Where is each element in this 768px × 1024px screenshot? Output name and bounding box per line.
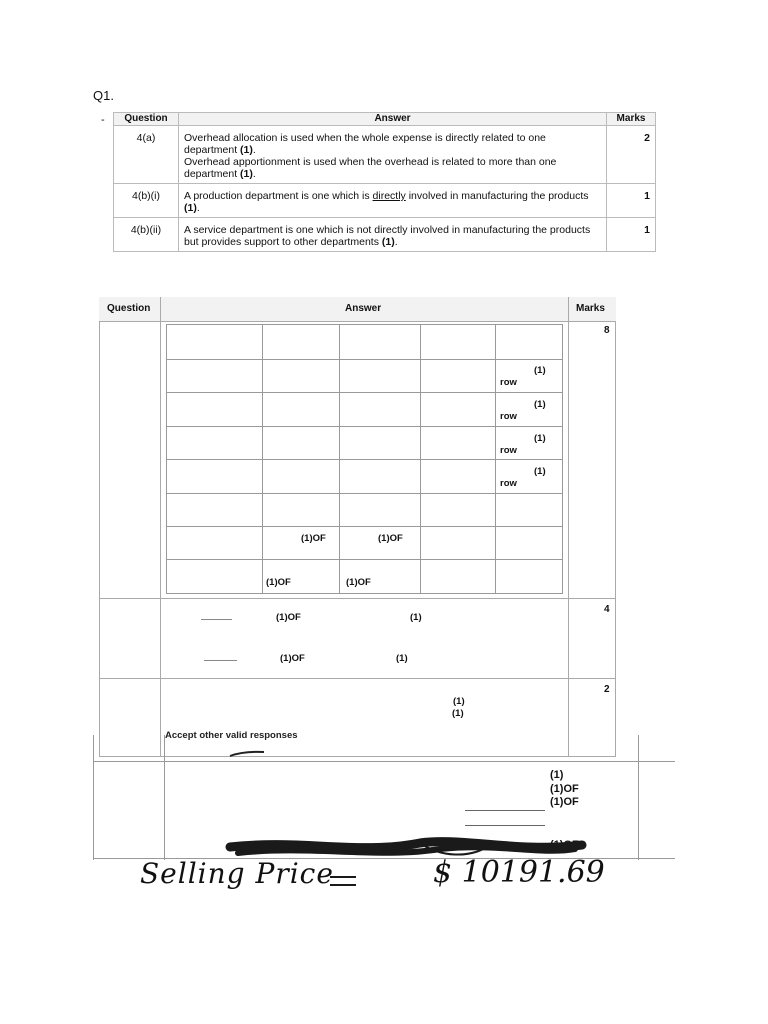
marks-value: 1 — [607, 218, 656, 252]
header-answer: Answer — [179, 113, 607, 126]
row-mark: (1) — [534, 433, 546, 444]
mark-token: (1) — [184, 202, 197, 214]
answer-line: Overhead apportionment is used when the overhead is related to more than one department — [184, 156, 557, 180]
ink-scribble — [0, 835, 768, 915]
stray-dash: - — [101, 114, 105, 126]
punct: . — [196, 202, 200, 214]
of-mark: (1)OF — [550, 839, 579, 851]
answer-line: A service department is one which is not directly involved in manufacturing the products but provides support to other departments — [184, 224, 591, 248]
column-divider — [160, 297, 161, 757]
mark-scheme-table-1 — [113, 112, 656, 263]
answer-underline — [204, 660, 237, 661]
marks-value: 2 — [607, 126, 656, 184]
mark-token: (1) — [240, 168, 253, 180]
header-question: Question — [107, 303, 151, 314]
row-divider — [99, 678, 616, 679]
punct: . — [252, 168, 256, 180]
grid-row-line — [167, 459, 562, 460]
row-word: row — [500, 478, 517, 489]
table-row — [114, 218, 656, 252]
answer-line: A production department is one which is — [184, 190, 373, 202]
handwritten-label: Selling Price — [140, 857, 334, 890]
grid-row-line — [167, 559, 562, 560]
marks-value: 1 — [607, 184, 656, 218]
row-word: row — [500, 445, 517, 456]
header-marks: Marks — [607, 113, 656, 126]
underlined-word: directly — [372, 190, 406, 202]
punct: . — [252, 144, 256, 156]
of-mark: (1)OF — [301, 533, 326, 544]
header-marks: Marks — [576, 303, 605, 314]
row-mark: (1) — [534, 365, 546, 376]
handwritten-value: $ 10191.69 — [433, 855, 605, 890]
grid-row-line — [167, 426, 562, 427]
of-mark: (1)OF — [346, 577, 371, 588]
working-grid — [166, 324, 563, 594]
row-word: row — [500, 411, 517, 422]
question-number: 4(b)(ii) — [114, 218, 179, 252]
mark-token: (1) — [396, 653, 408, 664]
row-divider — [99, 598, 616, 599]
row-mark: (1) — [534, 399, 546, 410]
of-mark: (1)OF — [280, 653, 305, 664]
of-mark: (1)OF — [266, 577, 291, 588]
mark-token: (1) — [550, 769, 564, 781]
answer-text — [179, 126, 607, 184]
answer-underline — [465, 825, 545, 826]
mark-token: (1) — [452, 708, 464, 719]
mark-token: (1) — [410, 612, 422, 623]
mark-token: (1) — [240, 144, 253, 156]
of-mark: (1)OF — [276, 612, 301, 623]
grid-row-line — [167, 392, 562, 393]
question-label: Q1. — [93, 88, 114, 103]
of-mark: (1)OF — [378, 533, 403, 544]
handwritten-equals — [0, 835, 1, 836]
question-number: 4(b)(i) — [114, 184, 179, 218]
header-answer: Answer — [345, 303, 382, 314]
answer-underline — [465, 810, 545, 811]
table-row — [114, 126, 656, 184]
answer-line: Overhead allocation is used when the whole expense is directly related to one department — [184, 132, 546, 156]
of-mark: (1)OF — [550, 796, 579, 808]
grid-row-line — [167, 359, 562, 360]
table-row — [114, 184, 656, 218]
cut-off-text: Accept other valid responses — [165, 730, 298, 741]
handwritten-answer — [0, 835, 768, 915]
scribble-mark — [228, 749, 268, 759]
section1-marks: 8 — [604, 325, 610, 336]
mark-scheme-table-2 — [99, 297, 616, 741]
punct: . — [394, 236, 398, 248]
mark-token: (1) — [453, 696, 465, 707]
mark-token: (1) — [381, 236, 395, 248]
answer-text — [179, 184, 607, 218]
row-divider — [93, 761, 675, 762]
of-mark: (1)OF — [550, 783, 579, 795]
answer-underline — [201, 619, 232, 620]
header-question: Question — [114, 113, 179, 126]
answer-line: involved in manufacturing the products — [405, 190, 589, 202]
section2-marks: 4 — [604, 604, 610, 615]
row-word: row — [500, 377, 517, 388]
question-number: 4(a) — [114, 126, 179, 184]
answer-text — [179, 218, 607, 252]
column-divider — [568, 297, 569, 757]
row-mark: (1) — [534, 466, 546, 477]
grid-row-line — [167, 493, 562, 494]
section3-marks: 2 — [604, 684, 610, 695]
grid-row-line — [167, 526, 562, 527]
